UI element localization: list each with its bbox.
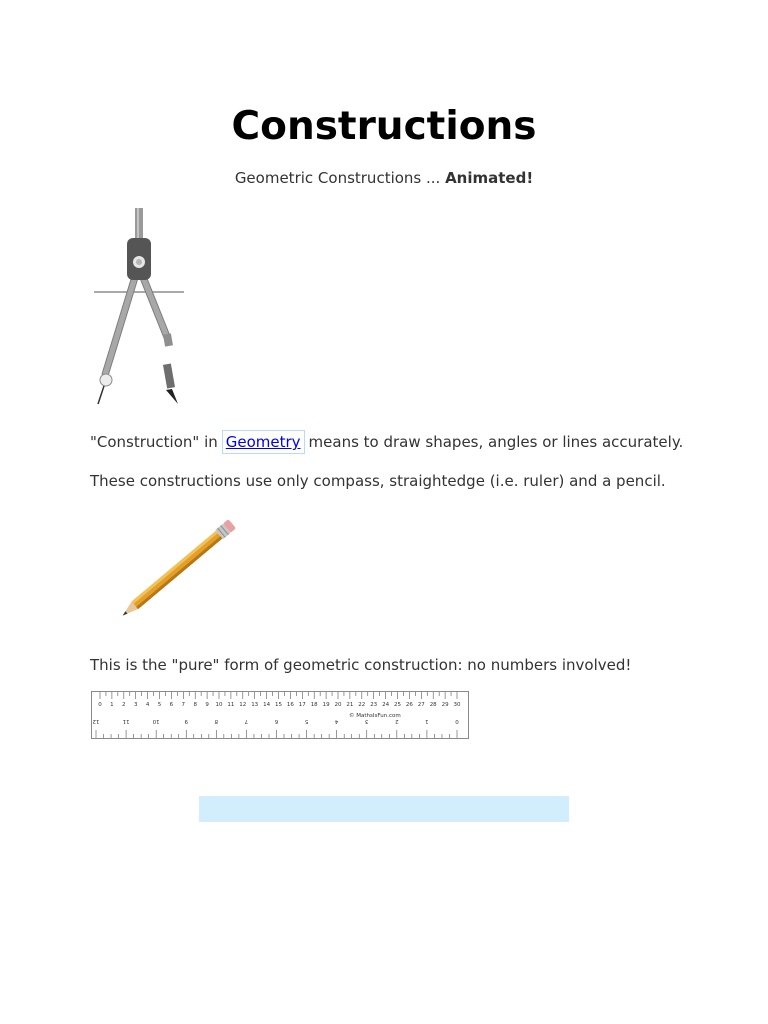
ruler-bottom-number: 8: [214, 718, 219, 724]
ruler-top-number: 4: [145, 702, 150, 708]
ruler-top-number: 14: [263, 702, 271, 708]
paragraph-construction: [90, 430, 683, 454]
ruler-top-number: 5: [157, 702, 162, 708]
p1-before: "Construction" in: [90, 433, 218, 451]
ruler-bottom-number: 6: [274, 718, 279, 724]
pencil-icon: [104, 508, 250, 632]
paragraph-pure-form: This is the "pure" form of geometric construction: no numbers involved!: [90, 656, 632, 674]
ruler-bottom-number: 4: [334, 718, 339, 724]
ruler-top-number: 18: [310, 702, 318, 708]
ruler-top-number: 22: [358, 702, 366, 708]
ruler-top-number: 12: [239, 702, 247, 708]
subtitle-bold: Animated!: [445, 169, 534, 187]
ruler-bottom-number: 7: [244, 718, 249, 724]
ruler-bottom-number: 0: [455, 718, 459, 724]
geometry-link-box: [222, 430, 305, 454]
ruler-bottom-number: 12: [92, 718, 100, 724]
page-subtitle: [0, 168, 768, 188]
ruler-brand: © MathsIsFun.com: [349, 713, 401, 719]
ruler-top-number: 6: [169, 702, 174, 708]
ruler-top-number: 11: [227, 702, 235, 708]
ruler-top-number: 0: [98, 702, 102, 708]
subtitle-text: Geometric Constructions ...: [234, 169, 446, 187]
ruler-top-number: 8: [193, 702, 197, 708]
ruler-top-number: 28: [429, 702, 437, 708]
ruler-top-number: 21: [346, 702, 354, 708]
ruler-bottom-number: 5: [304, 718, 309, 724]
ruler-top-number: 30: [453, 702, 461, 708]
ruler-top-number: 7: [181, 702, 186, 708]
ruler-top-number: 25: [394, 702, 401, 708]
p1-after: means to draw shapes, angles or lines accurately.: [308, 433, 684, 451]
ruler-top-number: 20: [334, 702, 342, 708]
ruler-top-number: 10: [215, 702, 223, 708]
ruler-top-number: 24: [382, 702, 390, 708]
ruler-top-number: 19: [322, 702, 330, 708]
ruler-top-number: 26: [405, 702, 413, 708]
ruler-top-number: 27: [417, 702, 425, 708]
ruler-bottom-number: 11: [122, 718, 130, 724]
ruler-bottom-number: 1: [425, 718, 429, 724]
ruler-bottom-number: 3: [365, 718, 369, 724]
ruler-top-number: 17: [298, 702, 306, 708]
ruler-top-number: 9: [205, 702, 209, 708]
ruler-top-number: 29: [441, 702, 449, 708]
ruler-top-number: 15: [275, 702, 282, 708]
ruler-bottom-number: 2: [395, 718, 399, 724]
compass-icon: [92, 206, 186, 408]
ruler-top-number: 1: [110, 702, 114, 708]
ruler-bottom-number: 9: [184, 718, 188, 724]
ruler-top-number: 13: [251, 702, 259, 708]
paragraph-tools: These constructions use only compass, straightedge (i.e. ruler) and a pencil.: [90, 472, 666, 490]
ruler-top-number: 23: [370, 702, 378, 708]
ruler-top-number: 16: [286, 702, 294, 708]
page-title: Constructions: [231, 104, 537, 149]
ruler-top-number: 2: [122, 702, 126, 708]
ruler-top-number: 3: [133, 702, 138, 708]
ruler-icon: [91, 691, 469, 739]
ad-banner[interactable]: [199, 796, 569, 822]
ruler-bottom-number: 10: [152, 718, 160, 724]
geometry-link[interactable]: Geometry: [225, 433, 301, 451]
